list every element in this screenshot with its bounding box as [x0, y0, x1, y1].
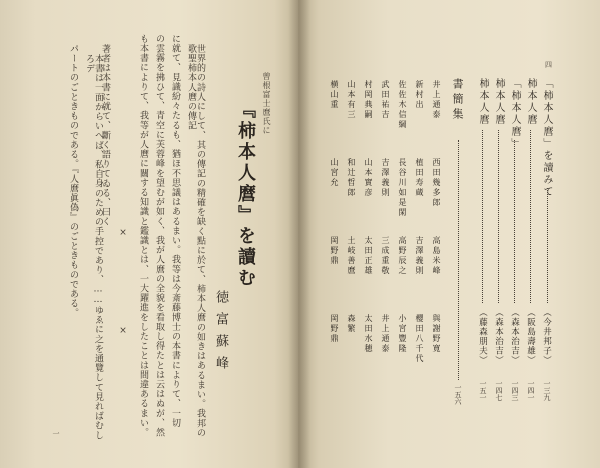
- paragraph-line-3: の雲霧を拂ひて、青空に芙蓉峰を望むが如く、我が人麿の全貌を看取し得たとは云はぬが、然: [154, 34, 164, 438]
- toc-entry-1-title: 「柿本人麿」を讀みて: [541, 78, 552, 198]
- toc-entry-3-author: （森本治吉）: [509, 308, 520, 365]
- correspondent-name: 森繁: [347, 314, 356, 334]
- toc-entry-2-page: 一四一: [527, 380, 535, 401]
- correspondent-name: 井上通泰: [381, 314, 390, 354]
- toc-entry-5-leader: [482, 130, 483, 303]
- correspondent-name: 長谷川如是閑: [398, 158, 407, 218]
- toc-entry-4-author: （森本治吉）: [493, 308, 504, 365]
- left-page: [0, 0, 298, 468]
- correspondent-name: 西田幾多郎: [432, 158, 441, 208]
- correspondent-name: 佐佐木信綱: [398, 80, 407, 130]
- correspondent-name: 吉澤義則: [381, 158, 390, 198]
- article-subtitle: 曾根富士麿氏に: [262, 72, 271, 135]
- toc-entry-4-title: 柿本人麿: [493, 78, 504, 126]
- toc-entry-1-page: 一三九: [543, 380, 551, 401]
- correspondent-name: 武田祐吉: [381, 80, 390, 120]
- right-page: [298, 0, 600, 468]
- correspondent-name: 三成重敬: [381, 236, 390, 276]
- toc-entry-2-title: 柿本人麿: [525, 78, 536, 126]
- correspondent-name: 與謝野寛: [432, 314, 441, 354]
- correspondent-name: 岡野鼎: [330, 314, 339, 344]
- correspondent-name: 櫻田八千代: [415, 314, 424, 364]
- paragraph-line-4: も本書によりて、我等が人麿に關する知識と鑑識とは、一大躍進をしたことは間違あるまい。: [138, 34, 148, 438]
- left-page-number: 一: [52, 430, 60, 437]
- toc-entry-3-page: 一四三: [511, 380, 519, 401]
- paragraph-line-2: に就て、見識紛々たるも、猶ほ不思議はあるまい。我等は今斎藤博士の本書によりて、一切: [170, 34, 180, 428]
- toc-entry-4-leader: [498, 130, 499, 303]
- paragraph-line-1: 世界的の詩人にして、其の傳記の精確を缺く點に於て、柿本人麿の如きはあるまい。我邦の歌聖柿本人麿の傳記: [186, 44, 205, 438]
- paragraph2-line-1: 著者は本書に就て、斷く語りてゐる、曰く: [100, 44, 110, 227]
- running-header-mark: 四: [545, 61, 552, 69]
- toc-entry-5-author: （藤森朋夫）: [477, 308, 488, 365]
- paragraph2-line-2: 本書は一面からいへば、私自身のための手控であり、……ゆゑに之を通覽して見ればむしろデ: [84, 54, 103, 440]
- correspondent-name: 吉澤義則: [415, 236, 424, 276]
- article-title: 『柿本人麿』を讀む: [235, 100, 256, 289]
- correspondent-name: 横山重: [330, 80, 339, 110]
- correspondent-name: 太田水穂: [364, 314, 373, 354]
- correspondent-name: 山本實彦: [364, 158, 373, 198]
- correspondent-name: 小宮豐隆: [398, 314, 407, 354]
- book-gutter: [288, 0, 310, 468]
- correspondent-name: 山宮允: [330, 158, 339, 188]
- correspondent-name: 高野辰之: [398, 236, 407, 276]
- toc-entry-2-leader: [530, 130, 531, 303]
- toc-entry-1-author: （今井邦子）: [541, 308, 552, 365]
- separator-mark-2: ×: [118, 326, 128, 336]
- section-leader: [458, 140, 459, 380]
- correspondent-name: 新村出: [415, 80, 424, 110]
- toc-entry-3-leader: [514, 140, 515, 303]
- correspondent-name: 井上通泰: [432, 80, 441, 120]
- correspondent-name: 和辻哲郎: [347, 158, 356, 198]
- correspondent-name: 太田正雄: [364, 236, 373, 276]
- correspondent-name: 岡野鼎: [330, 236, 339, 266]
- article-author: 徳富蘇峰: [213, 290, 228, 378]
- correspondent-name: 植田寿蔵: [415, 158, 424, 198]
- toc-entry-5-title: 柿本人麿: [477, 78, 488, 126]
- separator-mark-1: ×: [118, 228, 128, 238]
- correspondent-name: 山本有三: [347, 80, 356, 120]
- section-title: 書簡集: [451, 78, 464, 123]
- toc-entry-5-page: 一五一: [479, 380, 487, 401]
- section-page-ref: 一五六: [454, 384, 462, 405]
- correspondent-name: 高島米峰: [432, 236, 441, 276]
- toc-entry-3-title: 「柿本人麿」: [509, 78, 520, 150]
- correspondent-name: 土岐善麿: [347, 236, 356, 276]
- toc-entry-2-author: （阪島壽雄）: [525, 308, 536, 365]
- toc-entry-1-leader: [547, 188, 548, 303]
- correspondent-name: 村岡典嗣: [364, 80, 373, 120]
- toc-entry-4-page: 一四七: [495, 380, 503, 401]
- paragraph2-line-3: パートのごときものである。『人麿眞偽』のごときものである。: [68, 44, 78, 318]
